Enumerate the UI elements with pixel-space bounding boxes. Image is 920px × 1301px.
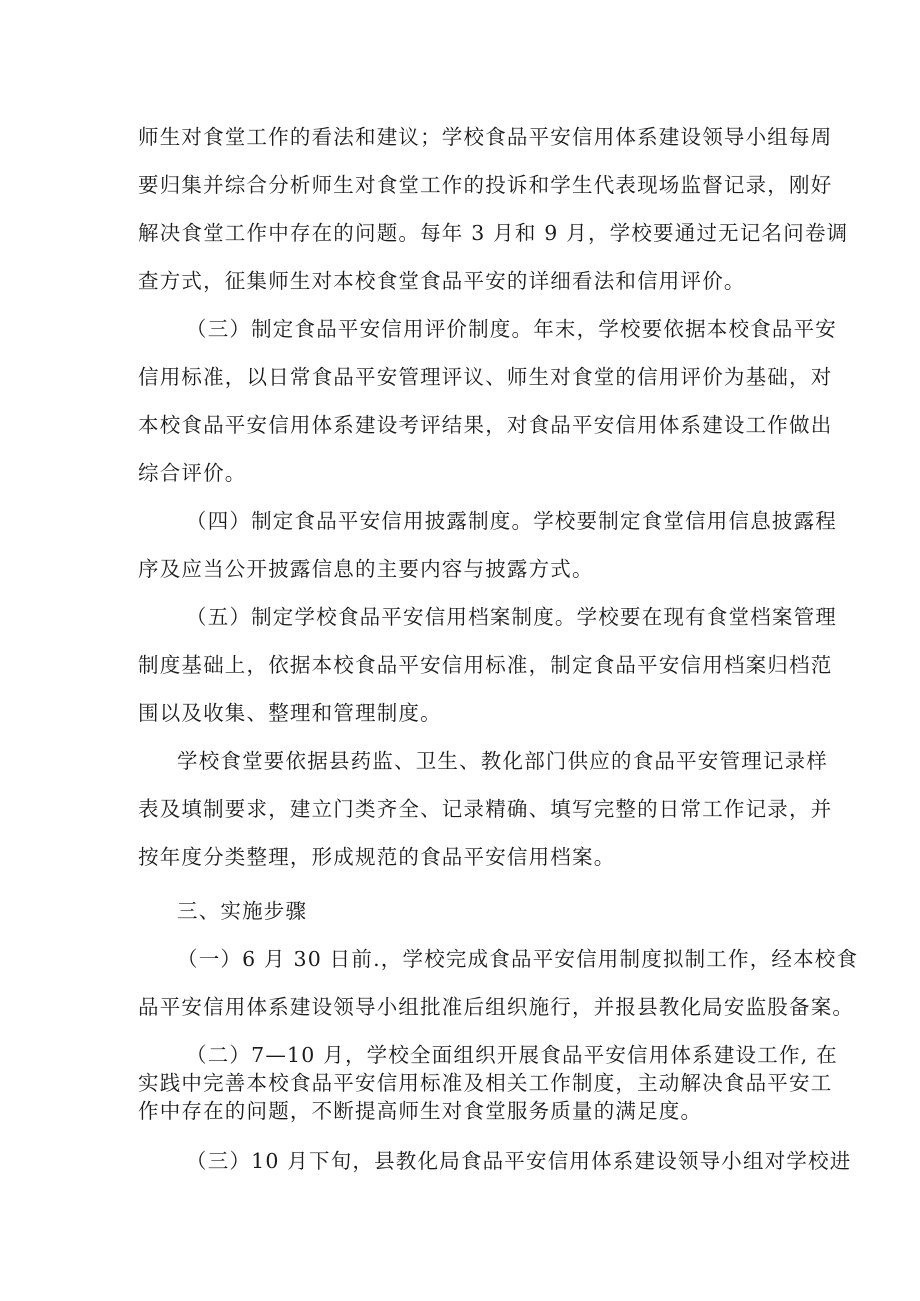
paragraph-line: （三）制定食品平安信用评价制度。年末，学校要依据本校食品平安 — [186, 317, 837, 341]
paragraph-line: 序及应当公开披露信息的主要内容与披露方式。 — [138, 557, 594, 581]
paragraph-line: 表及填制要求，建立门类齐全、记录精确、填写完整的日常工作记录，并 — [138, 797, 833, 821]
paragraph-line: （二）7—10 月，学校全面组织开展食品平安信用体系建设工作, 在 — [186, 1043, 838, 1067]
paragraph-line: 师生对食堂工作的看法和建议；学校食品平安信用体系建设领导小组每周 — [138, 125, 833, 149]
paragraph-line: 综合评价。 — [138, 461, 247, 485]
section-heading: 三、实施步骤 — [177, 899, 308, 923]
paragraph-line: 本校食品平安信用体系建设考评结果，对食品平安信用体系建设工作做出 — [138, 413, 833, 437]
paragraph-line: 围以及收集、整理和管理制度。 — [138, 701, 442, 725]
paragraph-line: 查方式，征集师生对本校食堂食品平安的详细看法和信用评价。 — [138, 269, 746, 293]
paragraph-line: 信用标准，以日常食品平安管理评议、师生对食堂的信用评价为基础，对 — [138, 365, 833, 389]
paragraph-line: （五）制定学校食品平安信用档案制度。学校要在现有食堂档案管理 — [186, 605, 837, 629]
paragraph-line: 学校食堂要依据县药监、卫生、教化部门供应的食品平安管理记录样 — [177, 749, 828, 773]
paragraph-line: 解决食堂工作中存在的问题。每年 3 月和 9 月，学校要通过无记名问卷调 — [138, 221, 849, 245]
paragraph-line: 要归集并综合分析师生对食堂工作的投诉和学生代表现场监督记录，刚好 — [138, 173, 833, 197]
paragraph-line: 按年度分类整理，形成规范的食品平安信用档案。 — [138, 845, 616, 869]
paragraph-line: 制度基础上，依据本校食品平安信用标准，制定食品平安信用档案归档范 — [138, 653, 833, 677]
paragraph-line: 品平安信用体系建设领导小组批准后组织施行，并报县教化局安监股备案。 — [138, 995, 855, 1019]
paragraph-line: （三）10 月下旬，县教化局食品平安信用体系建设领导小组对学校进 — [186, 1149, 852, 1173]
paragraph-line: 作中存在的问题，不断提高师生对食堂服务质量的满足度。 — [138, 1099, 703, 1123]
paragraph-line: （四）制定食品平安信用披露制度。学校要制定食堂信用信息披露程 — [186, 509, 837, 533]
paragraph-line: （一）6 月 30 日前.，学校完成食品平安信用制度拟制工作，经本校食 — [177, 947, 859, 971]
paragraph-line: 实践中完善本校食品平安信用标准及相关工作制度，主动解决食品平安工 — [138, 1071, 833, 1095]
